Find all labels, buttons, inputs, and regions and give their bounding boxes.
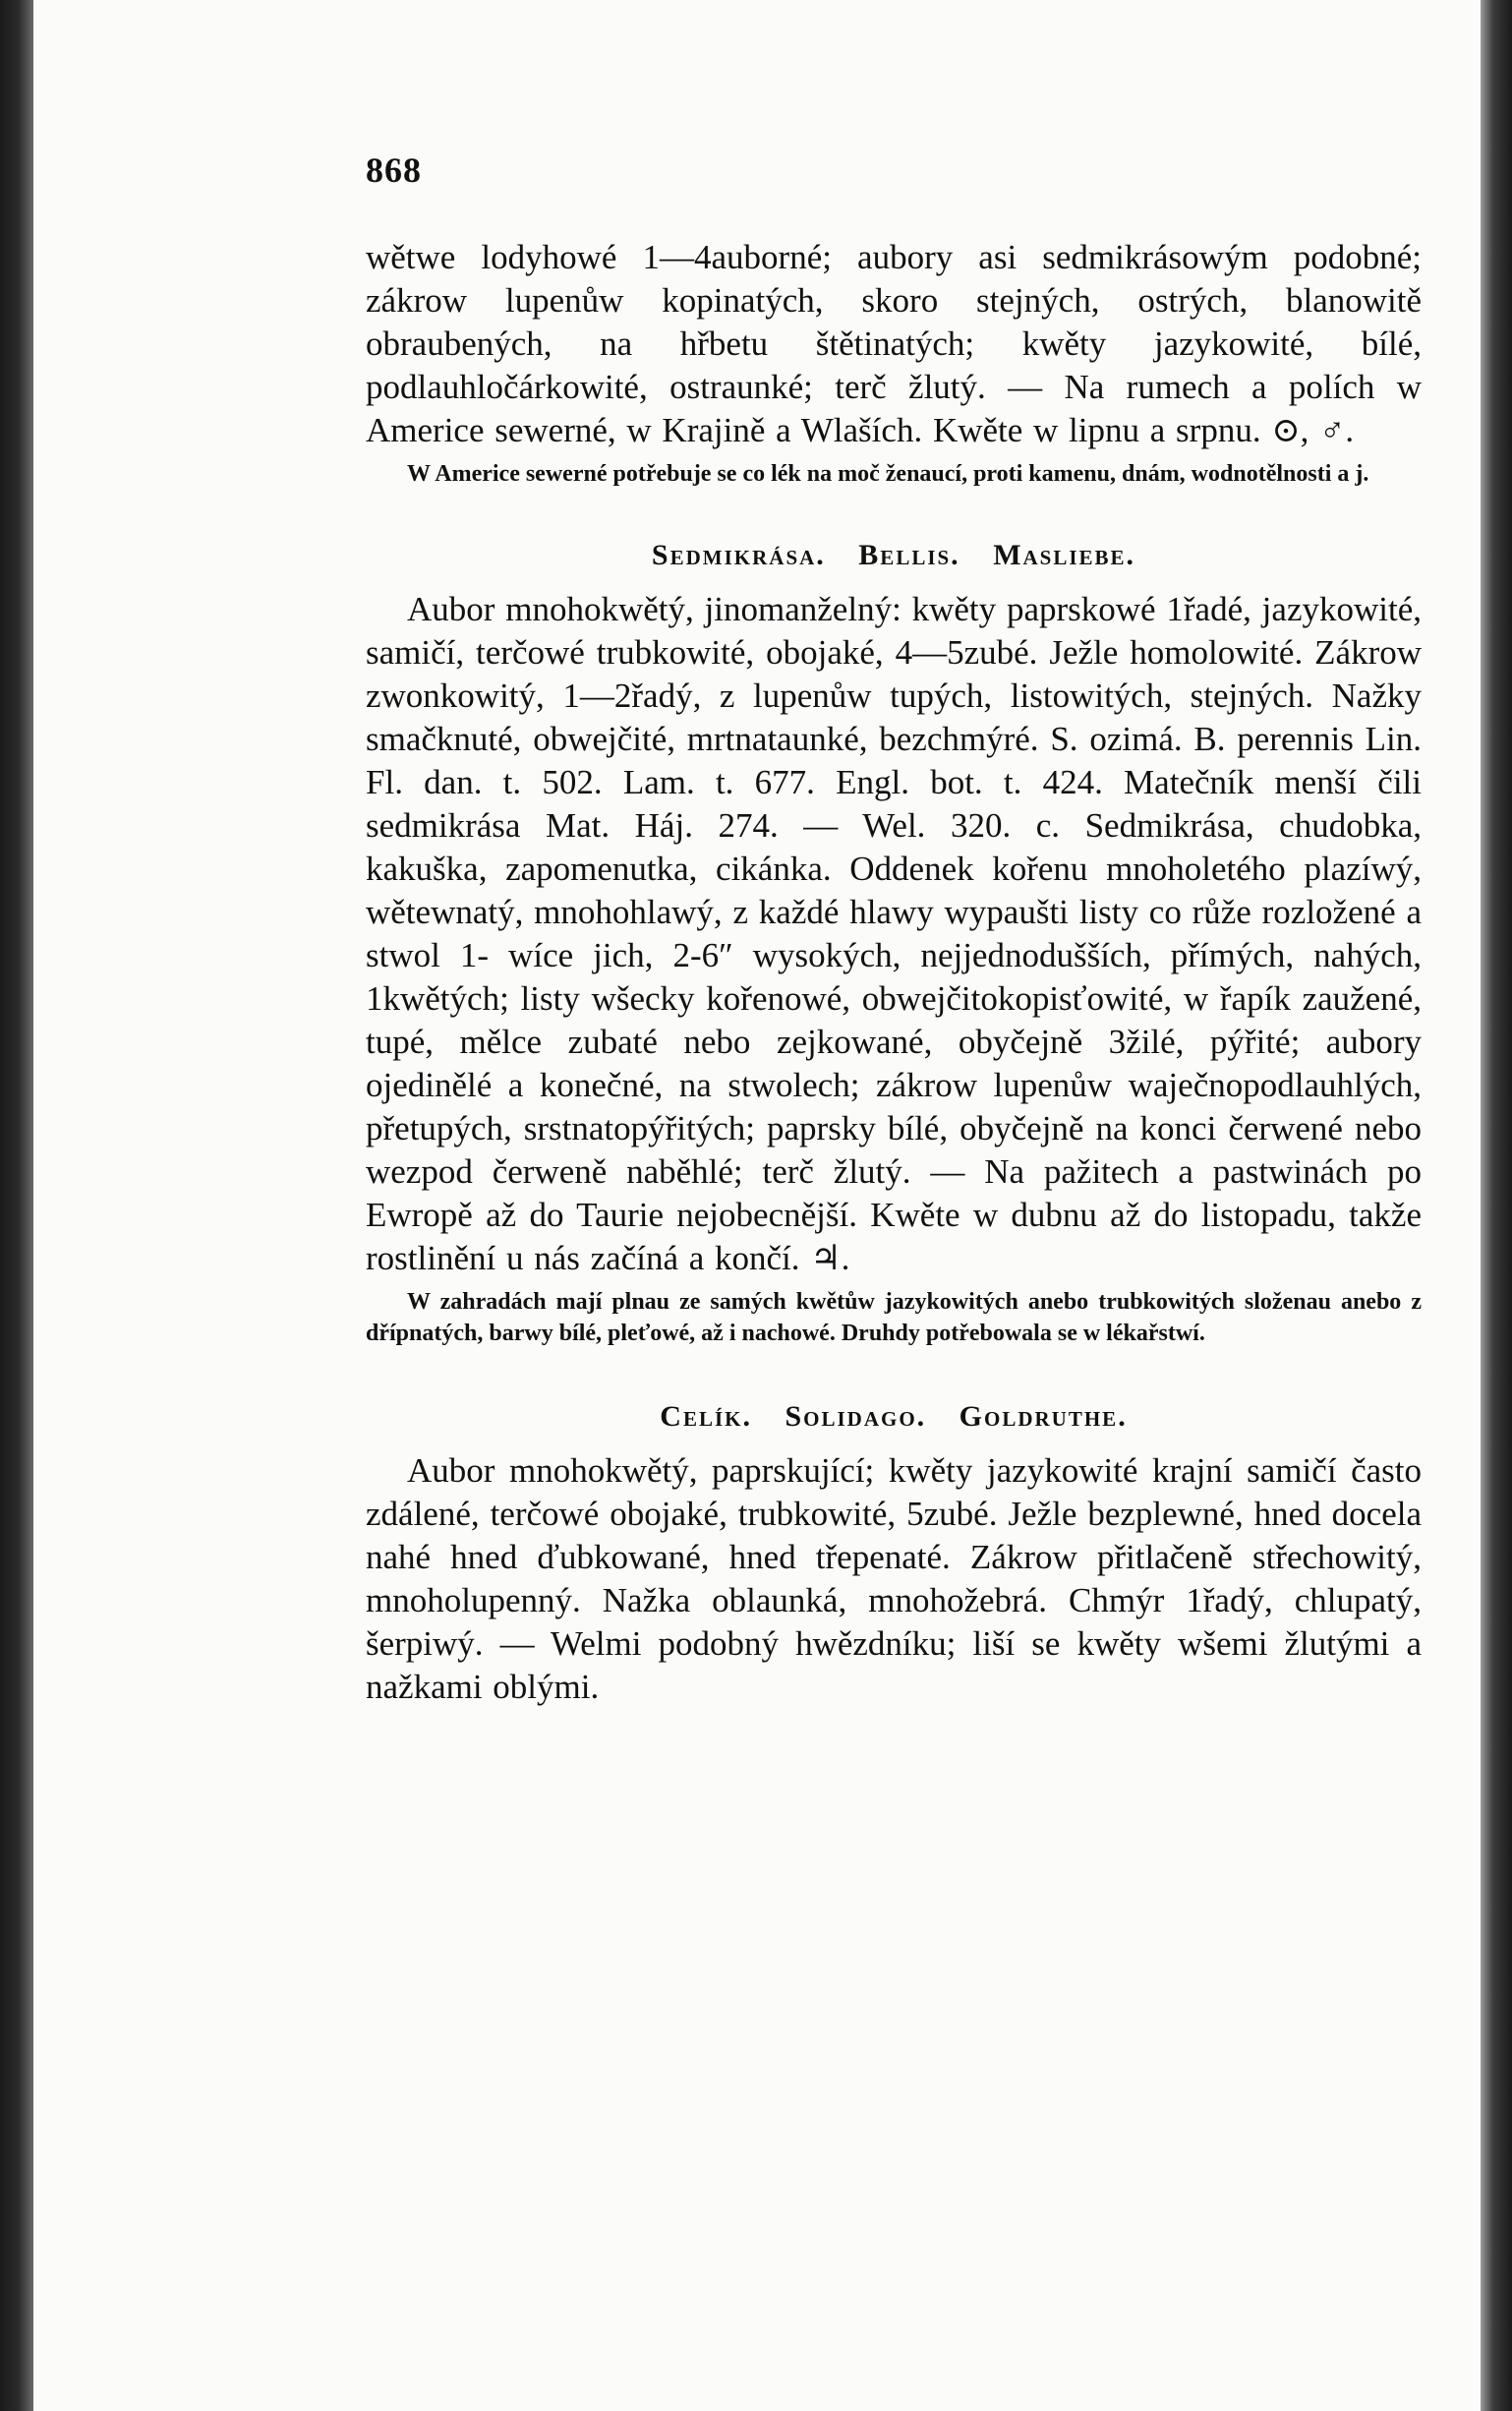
book-binding-left-edge [0,0,33,2411]
paragraph-intro: wětwe lodyhowé 1—4auborné; aubory asi sedmikrásowým podobné; zákrow lupenůw kopinatých, skoro stejných, ostrých, blanowitě obraubených, na hřbetu štětinatých; kwěty jazykowité, bílé, podlauhločárkowité, ostraunké; terč žlutý. — Na rumech a polích w Americe sewerné, w Krajině a Wlaších. Kwěte w lipnu a srpnu. ⊙, ♂. [366,238,1422,449]
book-binding-right-edge [1481,0,1512,2411]
heading-czech-name: Celík. [660,1400,752,1433]
section-heading-bellis [366,539,1422,572]
heading-czech-name: Sedmikrása. [651,539,826,571]
text-column [366,236,1422,1709]
paragraph-solidago-description: Aubor mnohokwětý, paprskující; kwěty jazykowité krajní samičí často zdálené, terčowé obojaké, trubkowité, 5zubé. Ježle bezplewné, hned docela nahé hned ďubkowané, hned třepenaté. Zákrow přitlačeně střechowitý, mnoholupenný. Nažka oblaunká, mnohožebrá. Chmýr 1řadý, chlupatý, šerpiwý. — Welmi podobný hwězdníku; liší se kwěty wšemi žlutými a nažkami oblými. [366,1451,1422,1706]
page-number: 868 [366,150,422,190]
heading-latin-name: Solidago. [785,1400,927,1433]
note-medicinal-use: W Americe sewerné potřebuje se co lék na moč ženaucí, proti kamenu, dnám, wodnotělnosti a j. [407,461,1369,487]
heading-latin-name: Bellis. [858,539,960,571]
heading-german-name: Masliebe. [993,539,1136,571]
paragraph-bellis-description: Aubor mnohokwětý, jinomanželný: kwěty paprskowé 1řadé, jazykowité, samičí, terčowé trubkowité, obojaké, 4—5zubé. Ježle homolowité. Zákrow zwonkowitý, 1—2řadý, z lupenůw tupých, listowitých, stejných. Nažky smačknuté, obwejčité, mrtnataunké, bezchmýré. S. ozimá. B. perennis Lin. Fl. dan. t. 502. Lam. t. 677. Engl. bot. t. 424. Matečník menší čili sedmikrása Mat. Háj. 274. — Wel. 320. c. Sedmikrása, chudobka, kakuška, zapomenutka, cikánka. Oddenek kořenu mnoholetého plazíwý, wětewnatý, mnohohlawý, z každé hlawy wypaušti listy co růže rozložené a stwol 1- wíce jich, 2-6″ wysokých, nejjednodušších, přímých, nahých, 1kwětých; listy wšecky kořenowé, obwejčitokopisťowité, w řapík zaužené, tupé, mělce zubaté nebo zejkowané, obyčejně 3žilé, pýřité; aubory ojedinělé a konečné, na stwolech; zákrow lupenůw waječnopodlauhlých, přetupých, srstnatopýřitých; paprsky bílé, obyčejně na konci čerwené nebo wezpod čerweně naběhlé; terč žlutý. — Na pažitech a pastwinách po Ewropě až do Taurie nejobecnější. Kwěte w dubnu až do listopadu, takže rostlinění u nás začíná a končí. ♃. [366,590,1422,1277]
note-garden-varieties: W zahradách mají plnau ze samých kwětůw jazykowitých anebo trubkowitých složenau anebo z dřípnatých, barwy bílé, pleťowé, až i nachowé. Druhdy potřebowala se w lékařstwí. [366,1289,1422,1346]
heading-german-name: Goldruthe. [959,1400,1128,1433]
section-heading-solidago [366,1400,1422,1434]
